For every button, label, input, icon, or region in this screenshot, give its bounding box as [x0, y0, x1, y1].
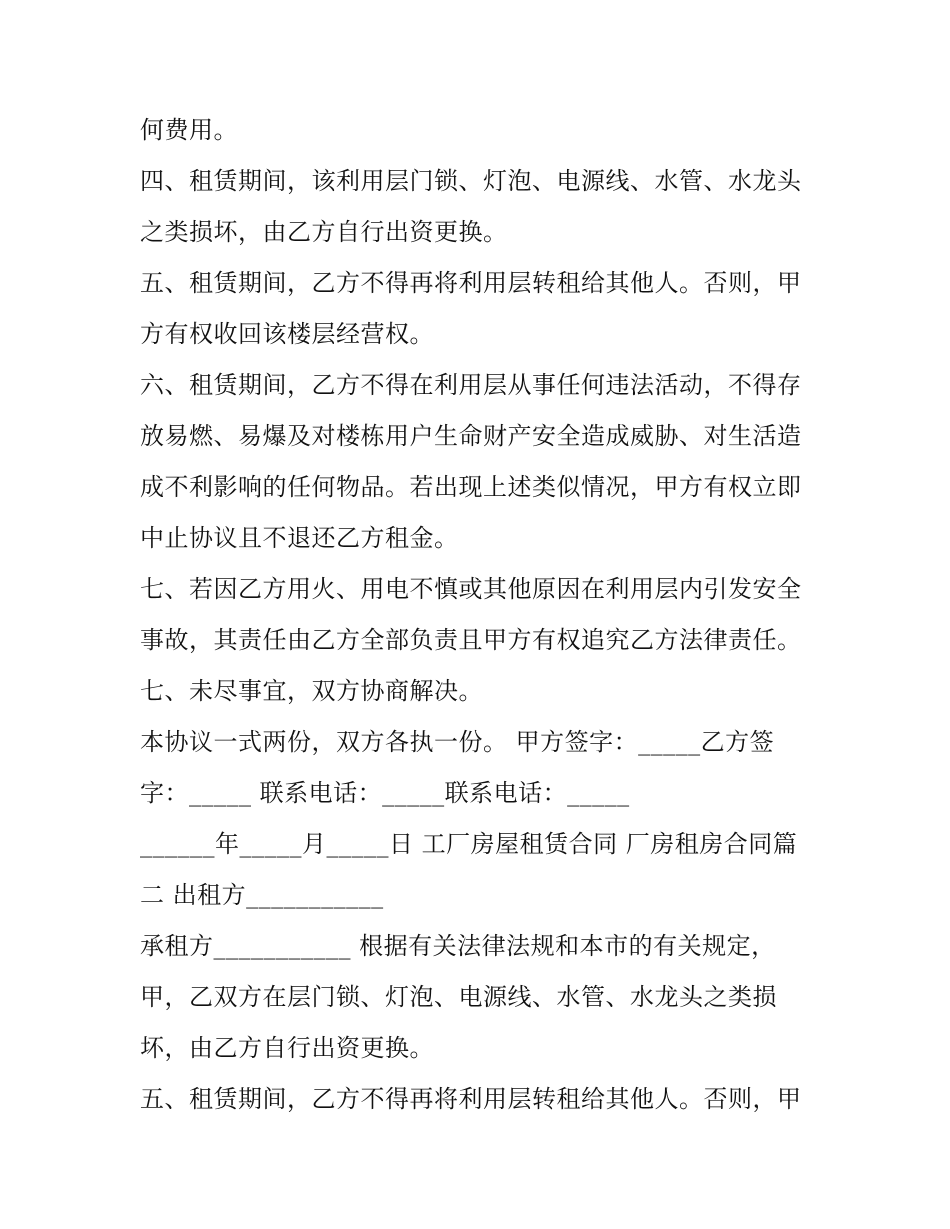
text-line: 之类损坏，由乙方自行出资更换。 — [140, 218, 508, 246]
text-line: 二 出租方___________ — [140, 881, 384, 909]
text-line: 坏，由乙方自行出资更换。 — [140, 1034, 434, 1062]
text-line: 四、租赁期间，该利用层门锁、灯泡、电源线、水管、水龙头 — [140, 167, 802, 195]
text-line: 成不利影响的任何物品。若出现上述类似情况，甲方有权立即 — [140, 473, 802, 501]
text-line: 何费用。 — [140, 116, 238, 144]
text-line: 中止协议且不退还乙方租金。 — [140, 524, 459, 552]
text-line: 本协议一式两份，双方各执一份。 甲方签字：_____乙方签 — [140, 728, 775, 756]
text-line: 七、若因乙方用火、用电不慎或其他原因在利用层内引发安全 — [140, 575, 802, 603]
text-line: 甲，乙双方在层门锁、灯泡、电源线、水管、水龙头之类损 — [140, 983, 777, 1011]
text-line: 放易燃、易爆及对楼栋用户生命财产安全造成威胁、对生活造 — [140, 422, 802, 450]
text-line: 七、未尽事宜，双方协商解决。 — [140, 677, 483, 705]
text-line: 五、租赁期间，乙方不得再将利用层转租给其他人。否则，甲 — [140, 269, 802, 297]
text-line: 五、租赁期间，乙方不得再将利用层转租给其他人。否则，甲 — [140, 1085, 802, 1113]
text-line: 字：_____ 联系电话：_____联系电话：_____ — [140, 779, 630, 807]
text-line: ______年_____月_____日 工厂房屋租赁合同 厂房租房合同篇 — [140, 830, 798, 858]
text-line: 六、租赁期间，乙方不得在利用层从事任何违法活动，不得存 — [140, 371, 802, 399]
text-line: 承租方___________ 根据有关法律法规和本市的有关规定， — [140, 932, 776, 960]
contract-text — [140, 105, 820, 1125]
text-line: 事故，其责任由乙方全部负责且甲方有权追究乙方法律责任。 — [140, 626, 802, 654]
text-line: 方有权收回该楼层经营权。 — [140, 320, 434, 348]
